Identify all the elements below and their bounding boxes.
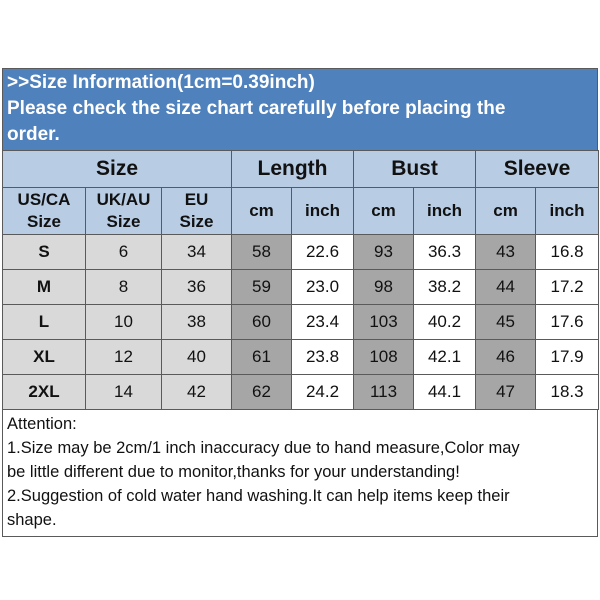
cell-bust-cm: 108: [354, 340, 414, 375]
cell-uk-size: 12: [86, 340, 162, 375]
table-row: [3, 375, 599, 410]
cell-eu-size: 38: [162, 305, 232, 340]
table-row: [3, 340, 599, 375]
cell-us-size: 2XL: [3, 375, 86, 410]
cell-eu-size: 42: [162, 375, 232, 410]
cell-sleeve-cm: 43: [476, 235, 536, 270]
group-bust: Bust: [354, 151, 476, 188]
banner-title: >>Size Information(1cm=0.39inch): [7, 72, 315, 93]
notes-line: 2.Suggestion of cold water hand washing.It can help items keep their: [7, 487, 510, 505]
cell-us-size: M: [3, 270, 86, 305]
notes-line: be little different due to monitor,thanks for your understanding!: [7, 463, 460, 481]
col-length-inch: inch: [292, 188, 354, 235]
col-eu-sub: Size: [179, 212, 214, 231]
cell-uk-size: 6: [86, 235, 162, 270]
table-row: [3, 270, 599, 305]
cell-length-cm: 59: [232, 270, 292, 305]
col-us-ca-label: US/CA: [17, 190, 71, 209]
cell-length-cm: 61: [232, 340, 292, 375]
col-uk-au-sub: Size: [106, 212, 141, 231]
cell-sleeve-cm: 45: [476, 305, 536, 340]
col-uk-au-size: [86, 188, 162, 235]
group-sleeve: Sleeve: [476, 151, 599, 188]
cell-length-cm: 62: [232, 375, 292, 410]
unit-header-row: [3, 188, 599, 235]
cell-sleeve-cm: 46: [476, 340, 536, 375]
attention-notes: [2, 410, 598, 537]
col-bust-cm: cm: [354, 188, 414, 235]
cell-sleeve-inch: 17.9: [536, 340, 599, 375]
cell-sleeve-cm: 44: [476, 270, 536, 305]
cell-us-size: L: [3, 305, 86, 340]
col-bust-inch: inch: [414, 188, 476, 235]
cell-length-inch: 23.0: [292, 270, 354, 305]
cell-us-size: XL: [3, 340, 86, 375]
cell-length-inch: 23.8: [292, 340, 354, 375]
cell-bust-inch: 42.1: [414, 340, 476, 375]
banner-instruction-line-1: Please check the size chart carefully before placing the: [7, 98, 506, 119]
col-length-cm: cm: [232, 188, 292, 235]
cell-length-cm: 58: [232, 235, 292, 270]
table-row: [3, 305, 599, 340]
table-row: [3, 235, 599, 270]
col-uk-au-label: UK/AU: [96, 190, 151, 209]
cell-sleeve-cm: 47: [476, 375, 536, 410]
cell-us-size: S: [3, 235, 86, 270]
cell-eu-size: 36: [162, 270, 232, 305]
cell-length-inch: 22.6: [292, 235, 354, 270]
size-info-banner: [2, 68, 598, 150]
col-us-ca-sub: Size: [26, 212, 62, 231]
cell-uk-size: 10: [86, 305, 162, 340]
cell-bust-cm: 98: [354, 270, 414, 305]
size-chart: [2, 68, 598, 537]
cell-sleeve-inch: 17.6: [536, 305, 599, 340]
group-size: Size: [3, 151, 232, 188]
cell-length-cm: 60: [232, 305, 292, 340]
size-table: [2, 150, 599, 410]
col-us-ca-size: [3, 188, 86, 235]
col-eu-size: [162, 188, 232, 235]
cell-length-inch: 24.2: [292, 375, 354, 410]
cell-uk-size: 8: [86, 270, 162, 305]
col-sleeve-cm: cm: [476, 188, 536, 235]
notes-line: shape.: [7, 511, 57, 529]
cell-eu-size: 34: [162, 235, 232, 270]
col-sleeve-inch: inch: [536, 188, 599, 235]
cell-sleeve-inch: 18.3: [536, 375, 599, 410]
cell-sleeve-inch: 17.2: [536, 270, 599, 305]
col-eu-label: EU: [184, 190, 209, 209]
cell-sleeve-inch: 16.8: [536, 235, 599, 270]
cell-bust-inch: 44.1: [414, 375, 476, 410]
cell-eu-size: 40: [162, 340, 232, 375]
cell-bust-inch: 36.3: [414, 235, 476, 270]
banner-instruction-line-2: order.: [7, 124, 60, 145]
cell-bust-inch: 40.2: [414, 305, 476, 340]
cell-bust-cm: 113: [354, 375, 414, 410]
cell-bust-cm: 93: [354, 235, 414, 270]
group-header-row: [3, 151, 599, 188]
cell-uk-size: 14: [86, 375, 162, 410]
cell-length-inch: 23.4: [292, 305, 354, 340]
notes-line: 1.Size may be 2cm/1 inch inaccuracy due to hand measure,Color may: [7, 439, 520, 457]
cell-bust-cm: 103: [354, 305, 414, 340]
notes-heading: Attention:: [7, 415, 77, 433]
cell-bust-inch: 38.2: [414, 270, 476, 305]
group-length: Length: [232, 151, 354, 188]
